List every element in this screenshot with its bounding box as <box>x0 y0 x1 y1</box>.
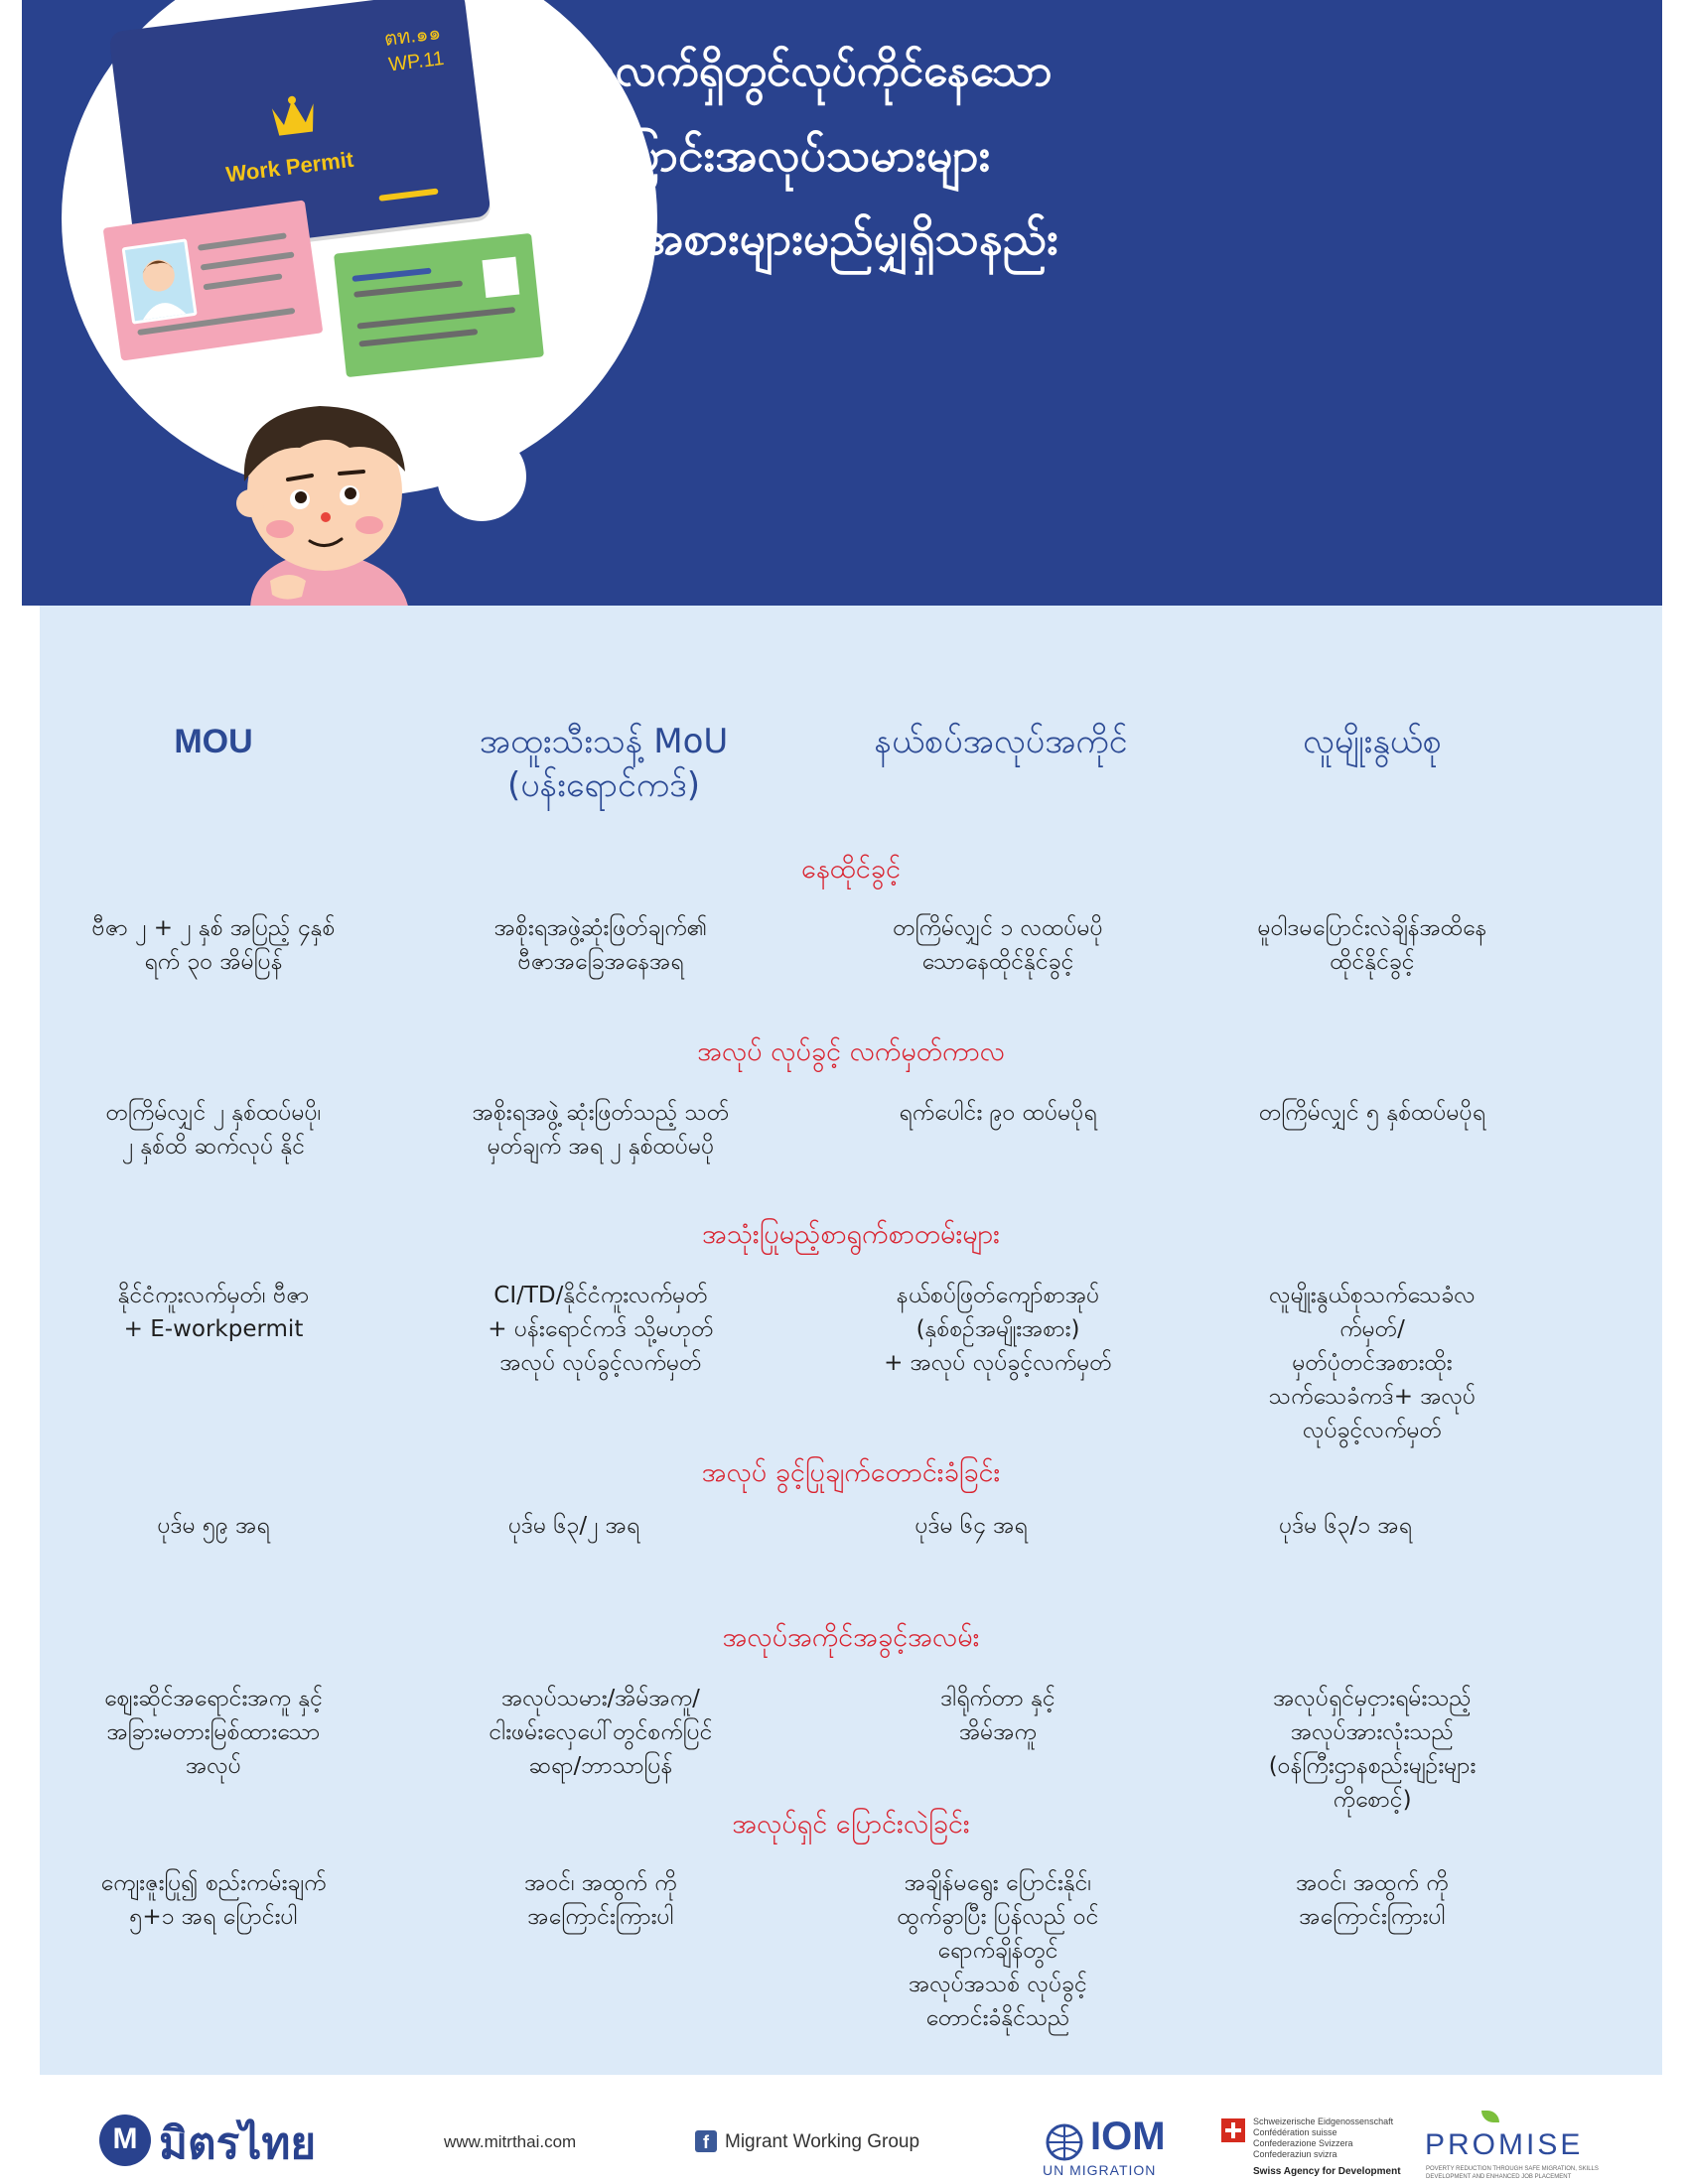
mitrthai-logo-icon <box>99 2115 151 2166</box>
column-header-border-employment: နယ်စပ်အလုပ်အကိုင် <box>874 722 1128 761</box>
title-line-1: ယခုလက်ရှိတွင်လုပ်ကိုင်နေသော <box>548 46 1053 96</box>
table-cell: နိုင်ငံကူးလက်မှတ်၊ ဗီဇာ + E-workpermit <box>117 1283 310 1342</box>
table-cell: နယ်စပ်ဖြတ်ကျော်စာအုပ် (နှစ်စဉ်အမျိုးအစား) + အလုပ် လုပ်ခွင့်လက်မှတ် <box>884 1283 1112 1376</box>
page-title <box>548 30 1650 280</box>
table-cell: လူမျိုးနွယ်စုသက်သေခံလ က်မှတ်/ မှတ်ပုံတင်အစားထိုး သက်သေခံကဒ်+ အလုပ် လုပ်ခွင့်လက်မှတ် <box>1268 1283 1477 1443</box>
table-cell: ပုဒ်မ ၆၃/၂ အရ <box>507 1513 640 1539</box>
column-header-special-mou: အထူးသီးသန့် MoU (ပန်းရောင်ကဒ်) <box>479 722 729 805</box>
permit-stripe <box>378 189 438 202</box>
iom-logo-text: IOM <box>1090 2115 1166 2158</box>
iom-globe-icon <box>1045 2122 1084 2162</box>
table-cell: တကြိမ်လျှင် ၅ နှစ်ထပ်မပိုရ <box>1259 1100 1485 1126</box>
pink-id-card <box>103 200 324 360</box>
swiss-flag-icon <box>1221 2118 1245 2142</box>
table-cell: အလုပ်သမား/အိမ်အကူ/ ငါးဖမ်းလှေပေါ်တွင်စက်ပြင် ဆရာ/ဘာသာပြန် <box>489 1686 713 1779</box>
website-link[interactable]: www.mitrthai.com <box>444 2132 577 2151</box>
table-cell: အစိုးရအဖွဲ့ဆုံးဖြတ်ချက်၏ ဗီဇာအခြေအနေအရ <box>493 915 708 975</box>
promise-leaf-icon <box>1481 2111 1499 2122</box>
table-cell: ဈေးဆိုင်အရောင်းအကူ နှင့် အခြားမတားမြစ်ထားသော အလုပ် <box>104 1686 323 1779</box>
section-title-residence: နေထိုင်ခွင့် <box>801 854 901 885</box>
table-cell: အလုပ်ရှင်မှငှားရမ်းသည့် အလုပ်အားလုံးသည် (ဝန်ကြီးဌာနစည်းမျဉ်းများ ကိုစောင့်) <box>1268 1686 1477 1813</box>
table-cell: အဝင်၊ အထွက် ကို အကြောင်းကြားပါ <box>524 1870 677 1930</box>
permit-title: Work Permit <box>224 146 355 188</box>
facebook-link[interactable]: Migrant Working Group <box>725 2131 920 2152</box>
crown-icon <box>266 91 321 143</box>
mitrthai-label: มิตรไทย <box>159 2118 317 2169</box>
comparison-table <box>40 606 1662 2075</box>
permit-code-thai: ตท.๑๑ <box>382 22 443 51</box>
table-cell: ဗီဇာ ၂ + ၂ နှစ် အပြည့် ၄နှစ် ရက် ၃၀ အိမ်ပြန် <box>91 915 336 975</box>
permit-code-latin: WP.11 <box>387 47 446 76</box>
column-header-ethnic-group: လူမျိုးနွယ်စု <box>1303 722 1442 761</box>
id-line <box>356 307 515 330</box>
section-title-job-opportunities: အလုပ်အကိုင်အခွင့်အလမ်း <box>722 1622 980 1653</box>
table-cell: ပုဒ်မ ၆၄ အရ <box>914 1513 1028 1539</box>
id-line <box>353 280 463 297</box>
iom-subtitle: UN MIGRATION <box>1043 2162 1157 2178</box>
header-banner <box>22 0 1662 606</box>
table-cell: ရက်ပေါင်း ၉၀ ထပ်မပိုရ <box>899 1100 1097 1126</box>
id-photo <box>122 238 198 324</box>
id-line <box>198 232 287 250</box>
table-cell: ကျေးဇူးပြု၍ စည်းကမ်းချက် ၅+၁ အရ ပြောင်းပါ <box>100 1870 327 1930</box>
facebook-icon: f <box>695 2130 717 2152</box>
table-cell: CI/TD/နိုင်ငံကူးလက်မှတ် + ပန်းရောင်ကဒ် သို့မဟုတ် အလုပ် လုပ်ခွင့်လက်မှတ် <box>488 1283 714 1376</box>
table-cell: တကြိမ်လျှင် ၁ လထပ်မပို သောနေထိုင်နိုင်ခွင့် <box>893 915 1103 975</box>
thought-bubble-small <box>437 432 526 521</box>
id-line <box>352 268 431 282</box>
section-title-documents: အသုံးပြုမည့်စာရွက်စာတမ်းများ <box>702 1219 1000 1250</box>
id-photo-box <box>483 257 520 298</box>
table-cell: ပုဒ်မ ၅၉ အရ <box>157 1513 270 1539</box>
title-line-3: အမျိုးအစားများမည်မျှရှိသနည်း <box>548 211 1058 265</box>
swiss-confederation-text: Schweizerische Eidgenossenschaft Confédération suisse Confederazione Svizzera Confederaziun svizra <box>1253 2116 1394 2159</box>
table-cell: တကြိမ်လျှင် ၂ နှစ်ထပ်မပို၊ ၂ နှစ်ထိ ဆက်လုပ် နိုင် <box>105 1100 322 1160</box>
permit-code <box>383 20 446 78</box>
title-line-2: ရွှေ့ပြောင်းအလုပ်သမားများ <box>548 128 991 182</box>
column-header-mou: MOU <box>174 723 253 760</box>
green-id-card <box>334 233 544 377</box>
table-cell: အဝင်၊ အထွက် ကို အကြောင်းကြားပါ <box>1296 1870 1449 1930</box>
table-cell: ပုဒ်မ ၆၃/၁ အရ <box>1279 1513 1412 1539</box>
thinking-boy-illustration <box>211 392 439 606</box>
id-line <box>203 273 282 290</box>
id-line <box>201 251 295 270</box>
person-photo-icon <box>125 242 194 322</box>
swiss-agency-text: Swiss Agency for Development <box>1253 2166 1401 2177</box>
table-cell: ဒါရိုက်တာ နှင့် အိမ်အကူ <box>940 1686 1055 1745</box>
table-cell: မူဝါဒမပြောင်းလဲချိန်အထိနေ ထိုင်နိုင်ခွင့် <box>1257 915 1487 975</box>
footer <box>0 2075 1688 2184</box>
id-line <box>358 329 478 347</box>
table-cell: အချိန်မရွေး ပြောင်းနိုင်၊ ထွက်ခွာပြီး ပြန်လည် ဝင် ရောက်ချိန်တွင် အလုပ်အသစ် လုပ်ခွင့် တောင်းခံနိုင်သည် <box>897 1870 1099 2031</box>
section-title-change-employer: အလုပ်ရှင် ပြောင်းလဲခြင်း <box>732 1809 970 1840</box>
section-title-permit-period: အလုပ် လုပ်ခွင့် လက်မှတ်ကာလ <box>697 1036 1005 1067</box>
promise-logo-text: PROMISE <box>1425 2128 1584 2161</box>
promise-subtitle: POVERTY REDUCTION THROUGH SAFE MIGRATION, SKILLS DEVELOPMENT AND ENHANCED JOB PLACEMENT <box>1426 2166 1599 2180</box>
table-cell: အစိုးရအဖွဲ့ ဆုံးဖြတ်သည့် သတ် မှတ်ချက် အရ ၂ နှစ်ထပ်မပို <box>472 1100 730 1160</box>
section-title-permit-request: အလုပ် ခွင့်ပြုချက်တောင်းခံခြင်း <box>701 1457 1001 1488</box>
